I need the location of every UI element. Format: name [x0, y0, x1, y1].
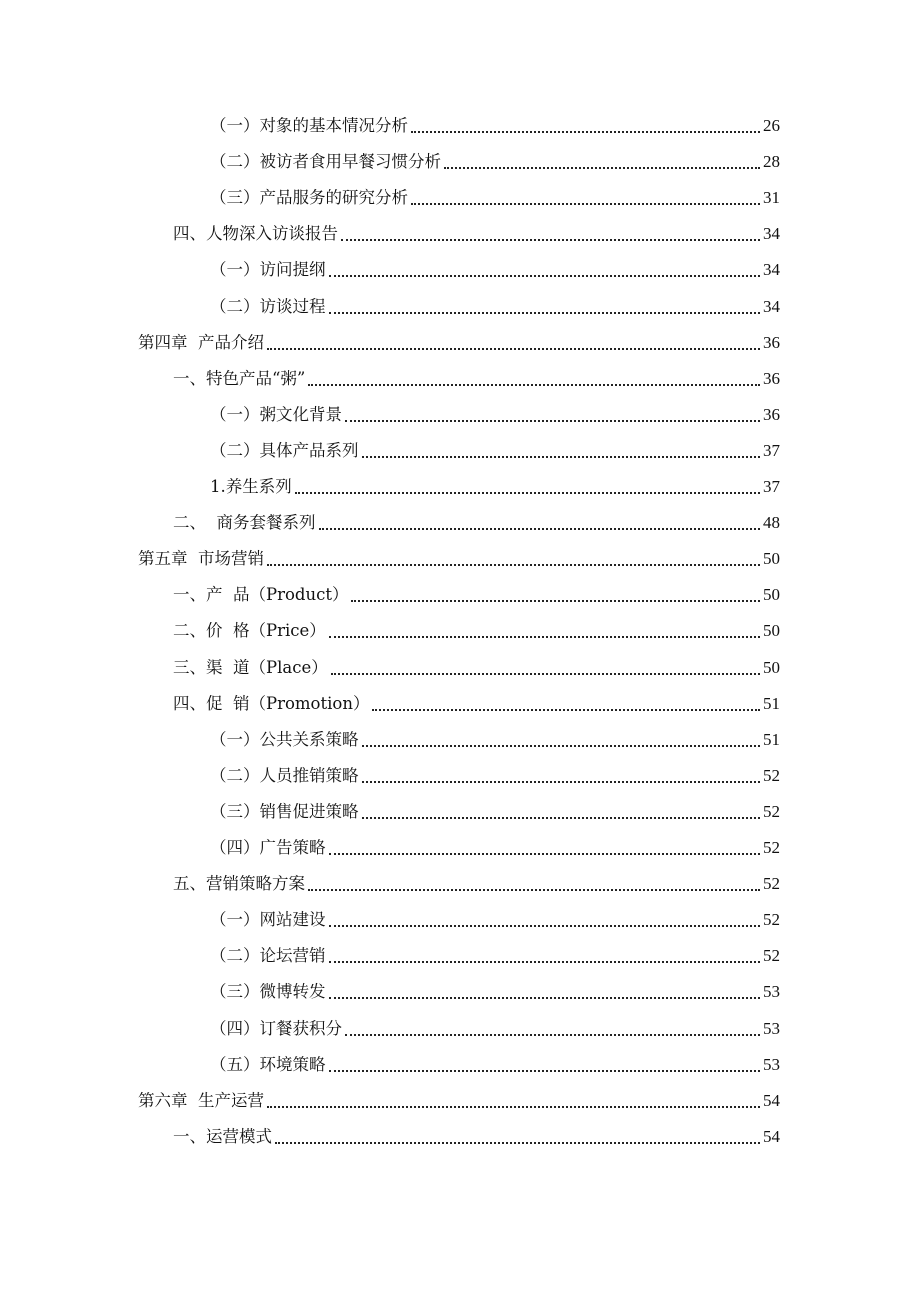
toc-entry-title: 二、价 格（Price） — [173, 621, 326, 641]
toc-entry[interactable] — [210, 906, 780, 934]
dot-leader — [329, 961, 761, 963]
toc-entry[interactable] — [210, 798, 780, 826]
dot-leader — [411, 203, 760, 205]
toc-entry-title: （一）粥文化背景 — [210, 404, 342, 424]
dot-leader — [444, 167, 760, 169]
toc-entry[interactable] — [138, 1087, 780, 1115]
toc-entry-page-number: 48 — [763, 513, 780, 533]
dot-leader — [329, 853, 761, 855]
toc-entry[interactable] — [138, 545, 780, 573]
toc-entry-page-number: 34 — [763, 296, 780, 316]
dot-leader — [267, 348, 760, 350]
toc-entry-title: 一、产 品（Product） — [173, 585, 349, 605]
toc-entry-page-number: 50 — [763, 621, 780, 641]
toc-entry-page-number: 52 — [763, 874, 780, 894]
toc-entry-page-number: 36 — [763, 404, 780, 424]
dot-leader — [329, 1070, 761, 1072]
toc-entry-title: （三）微博转发 — [210, 982, 326, 1002]
toc-entry-page-number: 50 — [763, 585, 780, 605]
toc-entry-page-number: 53 — [763, 982, 780, 1002]
toc-entry-title: 五、营销策略方案 — [173, 874, 305, 894]
toc-entry-page-number: 36 — [763, 332, 780, 352]
dot-leader — [331, 673, 760, 675]
toc-entry[interactable] — [210, 762, 780, 790]
toc-entry[interactable] — [173, 690, 780, 718]
toc-entry-page-number: 52 — [763, 838, 780, 857]
toc-entry-title: （二）论坛营销 — [210, 946, 326, 966]
toc-entry-page-number: 54 — [763, 1090, 780, 1110]
toc-entry-title: （一）访问提纲 — [210, 260, 326, 280]
toc-entry-page-number: 51 — [763, 729, 780, 749]
toc-entry-page-number: 52 — [763, 910, 780, 930]
toc-entry[interactable] — [173, 870, 780, 898]
toc-entry-title: （二）被访者食用早餐习惯分析 — [210, 152, 441, 172]
toc-entry[interactable] — [138, 329, 780, 357]
toc-entry[interactable] — [210, 726, 780, 754]
dot-leader — [362, 781, 761, 783]
toc-entry-title: 二、 商务套餐系列 — [173, 513, 316, 533]
toc-entry-title: 四、促 销（Promotion） — [173, 693, 370, 713]
dot-leader — [362, 745, 761, 747]
toc-entry-title: （一）网站建设 — [210, 910, 326, 930]
dot-leader — [345, 420, 760, 422]
toc-entry[interactable] — [210, 148, 780, 176]
toc-entry[interactable] — [173, 654, 780, 682]
dot-leader — [329, 997, 761, 999]
toc-entry[interactable] — [210, 401, 780, 429]
dot-leader — [319, 528, 761, 530]
toc-entry[interactable] — [173, 617, 780, 645]
toc-entry-page-number: 54 — [763, 1126, 780, 1146]
toc-entry[interactable] — [210, 978, 780, 1006]
dot-leader — [267, 1106, 760, 1108]
toc-entry-title: （四）广告策略 — [210, 838, 326, 857]
dot-leader — [362, 817, 761, 819]
dot-leader — [308, 384, 760, 386]
toc-entry-page-number: 37 — [763, 477, 780, 496]
toc-entry-title: 1.养生系列 — [210, 477, 292, 496]
dot-leader — [329, 312, 761, 314]
toc-entry-title: （三）产品服务的研究分析 — [210, 188, 408, 208]
toc-entry-title: （四）订餐获积分 — [210, 1018, 342, 1038]
toc-entry-page-number: 52 — [763, 765, 780, 785]
toc-entry-title: 一、运营模式 — [173, 1126, 272, 1146]
toc-entry-title: （五）环境策略 — [210, 1054, 326, 1074]
dot-leader — [329, 636, 760, 638]
toc-entry-page-number: 34 — [763, 260, 780, 280]
toc-entry-page-number: 37 — [763, 440, 780, 460]
toc-entry[interactable] — [173, 1123, 780, 1151]
toc-entry[interactable] — [173, 581, 780, 609]
toc-entry[interactable] — [173, 365, 780, 393]
toc-entry-page-number: 52 — [763, 946, 780, 966]
toc-entry[interactable] — [210, 184, 780, 212]
toc-entry-page-number: 53 — [763, 1018, 780, 1038]
toc-entry-page-number: 26 — [763, 116, 780, 135]
toc-entry-title: 三、渠 道（Place） — [173, 657, 328, 677]
toc-entry-title: 第四章 产品介绍 — [138, 332, 264, 352]
dot-leader — [345, 1034, 760, 1036]
toc-entry-title: 四、人物深入访谈报告 — [173, 224, 338, 244]
toc-entry-title: 第六章 生产运营 — [138, 1090, 264, 1110]
dot-leader — [362, 456, 761, 458]
toc-entry-title: （一）公共关系策略 — [210, 729, 359, 749]
toc-entry-title: （二）具体产品系列 — [210, 440, 359, 460]
toc-entry-page-number: 52 — [763, 801, 780, 821]
toc-entry[interactable] — [210, 1015, 780, 1043]
toc-entry[interactable] — [210, 473, 780, 501]
dot-leader — [372, 709, 760, 711]
toc-entry[interactable] — [210, 834, 780, 862]
toc-entry-page-number: 50 — [763, 657, 780, 677]
toc-entry-title: （二）人员推销策略 — [210, 765, 359, 785]
dot-leader — [275, 1142, 760, 1144]
toc-entry[interactable] — [173, 509, 780, 537]
dot-leader — [267, 564, 760, 566]
toc-entry-title: （二）访谈过程 — [210, 296, 326, 316]
toc-entry[interactable] — [210, 1051, 780, 1079]
toc-entry-title: （三）销售促进策略 — [210, 801, 359, 821]
toc-entry-page-number: 51 — [763, 693, 780, 713]
toc-entry-title: （一）对象的基本情况分析 — [210, 116, 408, 135]
dot-leader — [341, 239, 760, 241]
toc-entry[interactable] — [210, 256, 780, 284]
dot-leader — [308, 889, 760, 891]
dot-leader — [329, 275, 761, 277]
dot-leader — [295, 492, 760, 494]
toc-entry-title: 第五章 市场营销 — [138, 549, 264, 569]
toc-entry-page-number: 31 — [763, 188, 780, 208]
toc-entry-page-number: 53 — [763, 1054, 780, 1074]
dot-leader — [351, 600, 760, 602]
toc-entry[interactable] — [210, 112, 780, 140]
dot-leader — [411, 131, 760, 133]
toc-entry-title: 一、特色产品“粥” — [173, 368, 306, 388]
dot-leader — [329, 925, 761, 927]
toc-entry[interactable] — [210, 942, 780, 970]
toc-entry-page-number: 50 — [763, 549, 780, 569]
toc-entry[interactable] — [210, 437, 780, 465]
toc-entry-page-number: 34 — [763, 224, 780, 244]
toc-entry-page-number: 36 — [763, 368, 780, 388]
toc-entry-page-number: 28 — [763, 152, 780, 172]
toc-entry[interactable] — [210, 293, 780, 321]
toc-entry[interactable] — [173, 220, 780, 248]
